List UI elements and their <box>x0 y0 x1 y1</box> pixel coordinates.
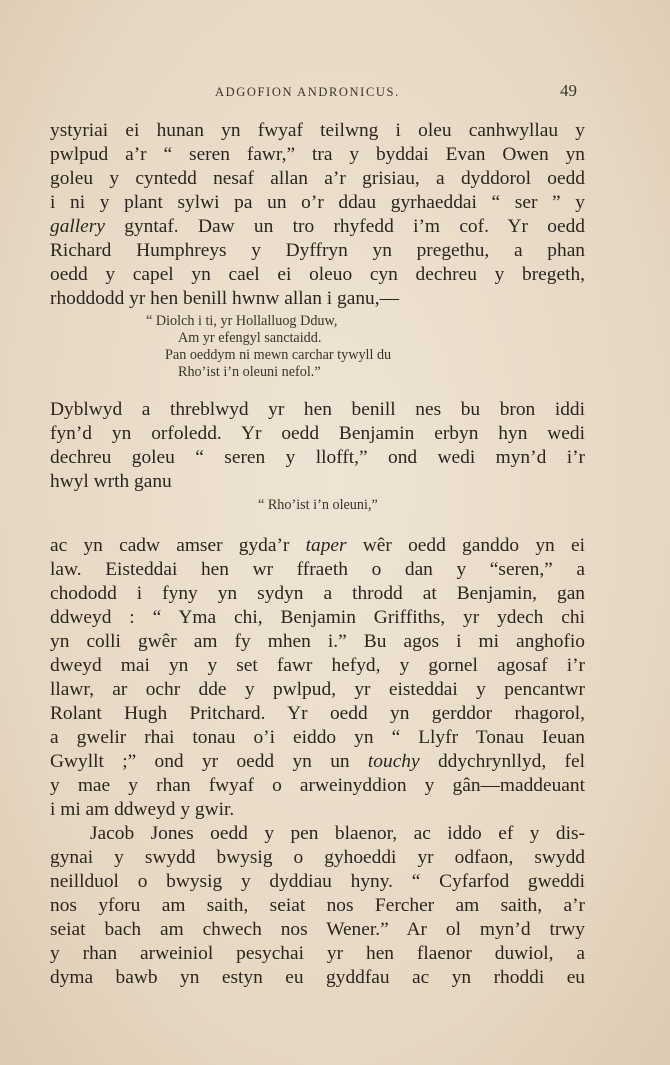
verse-line: Rho’ist i’n oleuni nefol.” <box>178 364 321 380</box>
italic-word: touchy <box>367 751 420 772</box>
text-line: ac yn cadw amser gyda’r taper wêr oedd ganddo yn ei <box>50 535 585 556</box>
text-line: y mae y rhan fwyaf o arweinyddion y gân—maddeuant <box>50 775 585 796</box>
text-line: ddweyd : “ Yma chi, Benjamin Griffiths, yr ydech chi <box>50 607 585 628</box>
italic-word: taper <box>305 535 347 556</box>
text-line: hwyl wrth ganu <box>50 471 172 492</box>
text-line: y rhan arweiniol pesychai yr hen flaenor duwiol, a <box>50 943 585 964</box>
text-line: gynai y swydd bwysig o gyhoeddi yr odfaon, swydd <box>50 847 585 868</box>
verse-line: “ Diolch i ti, yr Hollalluog Dduw, <box>146 313 338 329</box>
text-line: ystyriai ei hunan yn fwyaf teilwng i oleu canhwyllau y <box>50 120 585 141</box>
text-line: fyn’d yn orfoledd. Yr oedd Benjamin erbyn hyn wedi <box>50 423 585 444</box>
italic-word: gallery <box>50 216 105 237</box>
verse-line: Am yr efengyl sanctaidd. <box>178 330 322 346</box>
text-line: law. Eisteddai hen wr ffraeth o dan y “seren,” a <box>50 559 585 580</box>
text-line: dechreu goleu “ seren y llofft,” ond wedi myn’d i’r <box>50 447 585 468</box>
text-line: seiat bach am chwech nos Wener.” Ar ol myn’d trwy <box>50 919 585 940</box>
text-line: llawr, ar ochr dde y pwlpud, yr eisteddai y pencantwr <box>50 679 585 700</box>
text-line: pwlpud a’r “ seren fawr,” tra y byddai Evan Owen yn <box>50 144 585 165</box>
text-line: nos yforu am saith, seiat nos Fercher am saith, a’r <box>50 895 585 916</box>
running-head: ADGOFION ANDRONICUS. <box>215 85 400 99</box>
text-line: Dyblwyd a threblwyd yr hen benill nes bu bron iddi <box>50 399 585 420</box>
verse-line: “ Rho’ist i’n oleuni,” <box>258 497 378 513</box>
text-line: Gwyllt ;” ond yr oedd yn un touchy ddychrynllyd, fel <box>50 751 585 772</box>
text-line: dweyd mai yn y set fawr hefyd, y gornel agosaf i’r <box>50 655 585 676</box>
text-line: gallery gyntaf. Daw un tro rhyfedd i’m cof. Yr oedd <box>50 216 585 237</box>
text-line: dyma bawb yn estyn eu gyddfau ac yn rhoddi eu <box>50 967 585 988</box>
text-line: Jacob Jones oedd y pen blaenor, ac iddo ef y dis- <box>90 823 585 844</box>
text-line: a gwelir rhai tonau o’i eiddo yn “ Llyfr Tonau Ieuan <box>50 727 585 748</box>
text-line: rhoddodd yr hen benill hwnw allan i ganu,— <box>50 288 399 309</box>
text-line: oedd y capel yn cael ei oleuo cyn dechreu y bregeth, <box>50 264 585 285</box>
verse-line: Pan oeddym ni mewn carchar tywyll du <box>165 347 392 363</box>
text-line: chododd i fyny yn sydyn a throdd at Benjamin, gan <box>50 583 585 604</box>
text-line: goleu y cyntedd nesaf allan a’r grisiau, a dyddorol oedd <box>50 168 585 189</box>
page-header <box>0 83 670 103</box>
text-line: i ni y plant sylwi pa un o’r ddau gyrhaeddai “ ser ” y <box>50 192 585 213</box>
text-line: i mi am ddweyd y gwir. <box>50 799 235 820</box>
text-line: neillduol o bwysig y dyddiau hyny. “ Cyfarfod gweddi <box>50 871 585 892</box>
text-line: yn colli gwêr am fy mhen i.” Bu agos i mi anghofio <box>50 631 585 652</box>
page-number: 49 <box>560 81 577 100</box>
text-line: Richard Humphreys y Dyffryn yn pregethu, a phan <box>50 240 585 261</box>
text-line: Rolant Hugh Pritchard. Yr oedd yn gerddor rhagorol, <box>50 703 585 724</box>
